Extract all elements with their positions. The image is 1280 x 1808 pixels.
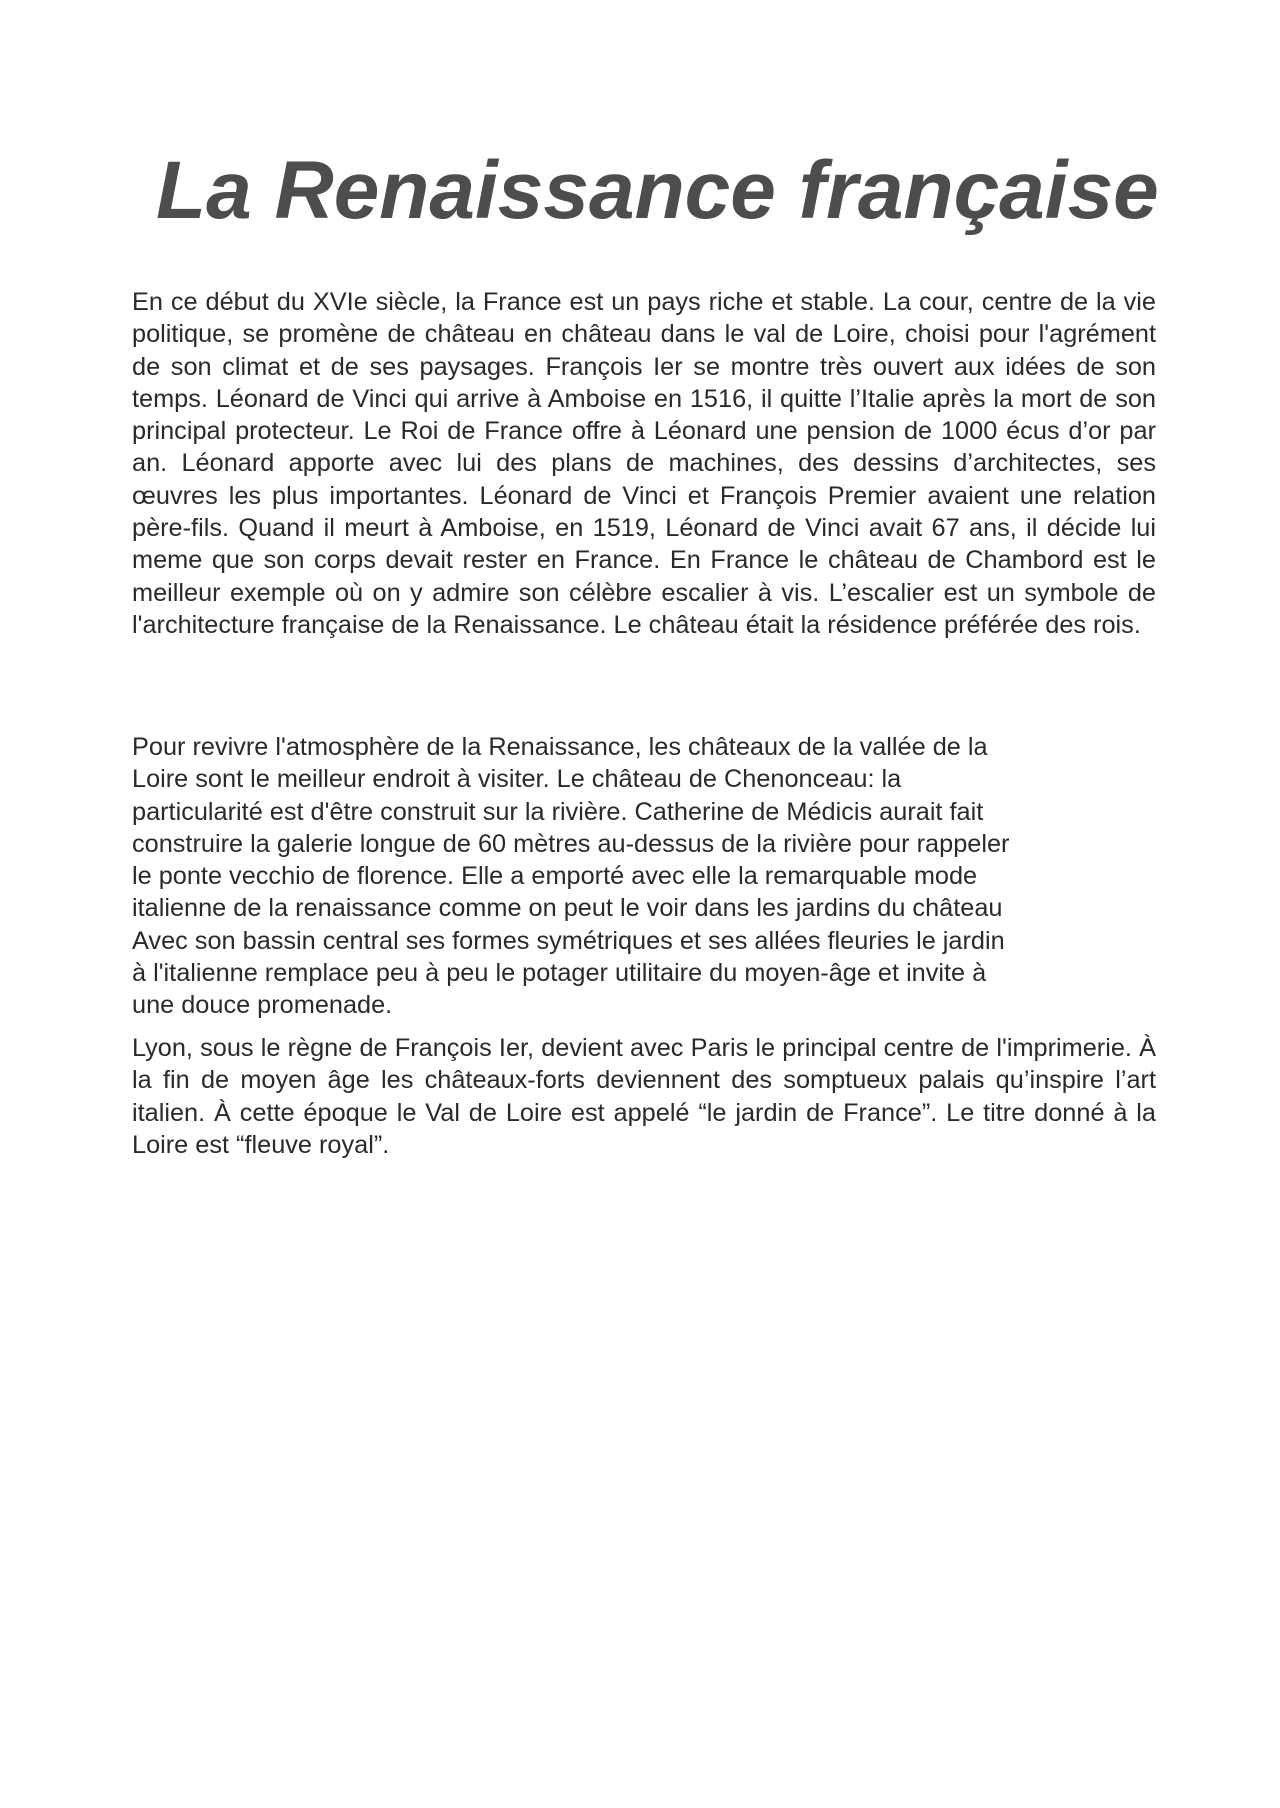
paragraph-2-line: à l'italienne remplace peu à peu le potager utilitaire du moyen-âge et invite à (132, 959, 987, 988)
paragraph-2-line: Loire sont le meilleur endroit à visiter. Le château de Chenonceau: la (132, 765, 902, 794)
paragraph-1: En ce début du XVIe siècle, la France est un pays riche et stable. La cour, centre de la vie politique, se promène de château en château dans le val de Loire, choisi pour l'agrément de son climat et de ses paysages. François Ier se montre très ouvert aux idées de son temps. Léonard de Vinci qui arrive à Amboise en 1516, il quitte l’Italie après la mort de son principal protecteur. Le Roi de France offre à Léonard une pension de 1000 écus d’or par an. Léonard apporte avec lui des plans de machines, des dessins d’architectes, ses œuvres les plus importantes. Léonard de Vinci et François Premier avaient une relation père-fils. Quand il meurt à Amboise, en 1519, Léonard de Vinci avait 67 ans, il décide lui meme que son corps devait rester en France. En France le château de Chambord est le meilleur exemple où on y admire son célèbre escalier à vis. L’escalier est un symbole de l'architecture française de la Renaissance. Le château était la résidence préférée des rois. (132, 288, 1156, 639)
paragraph-2-line: Avec son bassin central ses formes symétriques et ses allées fleuries le jardin (132, 926, 1005, 955)
paragraph-2-line: particularité est d'être construit sur la rivière. Catherine de Médicis aurait fait (132, 797, 984, 826)
paragraph-2-line: une douce promenade. (132, 991, 393, 1020)
paragraph-2-line: le ponte vecchio de florence. Elle a emporté avec elle la remarquable mode (132, 862, 978, 891)
paragraph-2 (132, 731, 1156, 1022)
paragraph-2-line: Pour revivre l'atmosphère de la Renaissance, les châteaux de la vallée de la (132, 733, 988, 761)
paragraph-2-line: italienne de la renaissance comme on peut le voir dans les jardins du château (132, 894, 1003, 923)
paragraph-3: Lyon, sous le règne de François Ier, devient avec Paris le principal centre de l'imprimerie. À la fin de moyen âge les châteaux-forts deviennent des somptueux palais qu’inspire l’art italien. À cette époque le Val de Loire est appelé “le jardin de France”. Le titre donné à la Loire est “fleuve royal”. (132, 1034, 1156, 1159)
page-title: La Renaissance française (156, 145, 1159, 236)
paragraph-2-line: construire la galerie longue de 60 mètres au-dessus de la rivière pour rappeler (132, 829, 1010, 858)
